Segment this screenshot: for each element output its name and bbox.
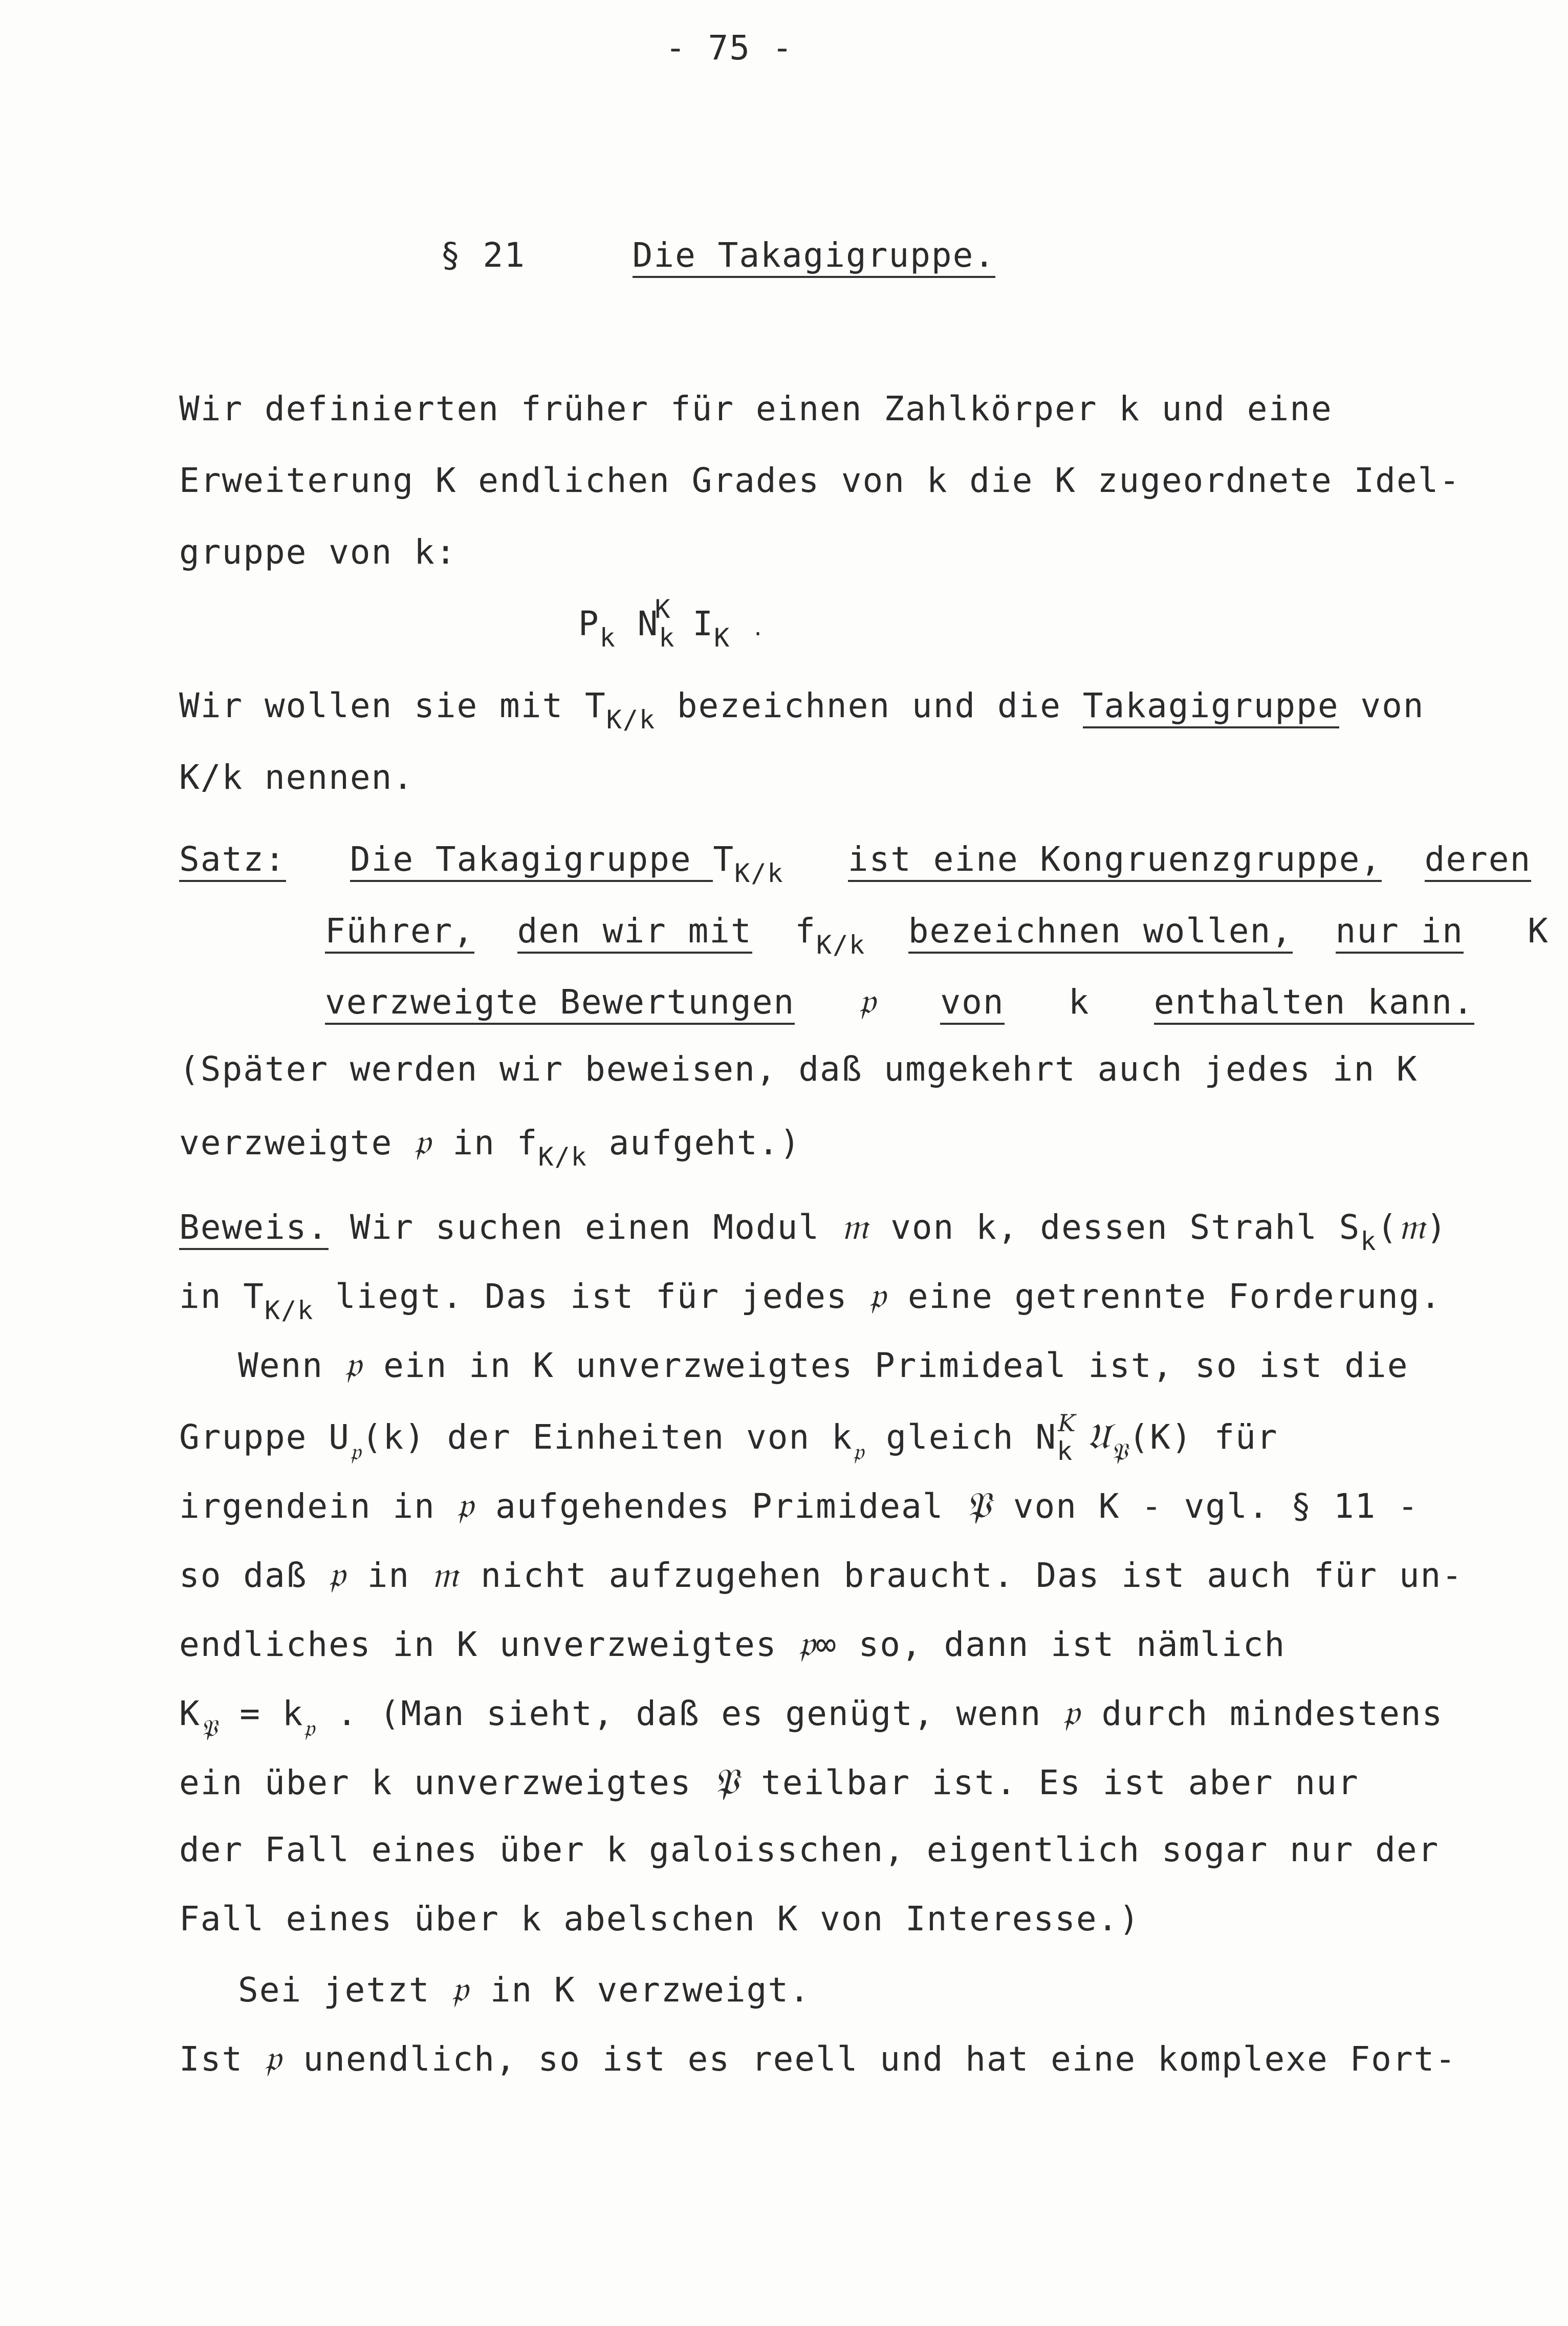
fraktur-p-symbol: 𝔭 (456, 1484, 474, 1526)
fraktur-p-symbol: 𝔭 (264, 2037, 282, 2079)
fraktur-p-subscript: 𝔭 (303, 1714, 316, 1742)
text-run: in (179, 1277, 244, 1316)
fraktur-p-symbol: 𝔭 (869, 1275, 887, 1317)
subscript-Kk: K/k (538, 1142, 587, 1172)
text-run: so daß (179, 1556, 329, 1595)
text-run: in (431, 1123, 517, 1162)
idel-formula (578, 594, 766, 653)
text-run: enthalten kann. (1154, 982, 1474, 1025)
fraktur-p-symbol: 𝔭 (329, 1554, 346, 1596)
fraktur-U-symbol: 𝔘 (1086, 1415, 1111, 1457)
subscript-Kk: K/k (264, 1296, 314, 1325)
text-run: Wir suchen einen Modul (329, 1208, 841, 1247)
text-run: von (940, 982, 1004, 1025)
text-run: von (1339, 686, 1425, 725)
fraktur-P-subscript: 𝔓 (200, 1714, 219, 1742)
section-sign: § 21 (440, 235, 526, 275)
text-run: aufgehendes Primideal (474, 1487, 966, 1526)
symbol-T: T (584, 686, 606, 725)
text-run: ist eine Kongruenzgruppe, (848, 839, 1382, 882)
text-run: in K verzweigt. (469, 1970, 811, 2010)
text-run: . (Man sieht, daß es genügt, wenn (315, 1694, 1063, 1733)
symbol-T: T (243, 1277, 265, 1316)
text-run: nicht aufzugehen braucht. Das ist auch für un- (459, 1556, 1464, 1595)
text-run: Wir wollen sie mit (179, 686, 585, 725)
satz-line-2 (325, 911, 1549, 960)
text-run: endliches in K unverzweigtes (179, 1625, 799, 1664)
body-line-6 (179, 1692, 1444, 1742)
text-run: (k) der Einheiten von k (361, 1417, 853, 1457)
formula-N-sub: k (659, 623, 676, 653)
text-run: durch mindestens (1080, 1694, 1444, 1733)
fraktur-p-subscript: 𝔭 (853, 1438, 865, 1466)
text-run: K (179, 1694, 201, 1733)
intro-line-1: Wir definierten früher für einen Zahlkörper k und eine (179, 389, 1333, 428)
fraktur-p-symbol: 𝔭 (414, 1121, 431, 1163)
subscript-k: k (1057, 1436, 1074, 1466)
text-run: unendlich, so ist es reell und hat eine komplexe Fort- (281, 2039, 1457, 2079)
body-line-10 (238, 1968, 811, 2011)
text-run: verzweigte Bewertungen (325, 982, 795, 1025)
fraktur-p-symbol: 𝔭 (798, 1623, 816, 1665)
text-run: ein in K unverzweigtes Primideal ist, so ist die (362, 1346, 1409, 1385)
body-line-5 (179, 1623, 1286, 1665)
beweis-line-1: Beweis. Wir suchen einen Modul 𝔪 von k, dessen Strahl $S_k(𝔪)$ (179, 1205, 1448, 1256)
text-run: Gruppe U (179, 1417, 350, 1457)
text-run: Ist (179, 2039, 265, 2079)
remark-line-2 (179, 1121, 801, 1172)
formula-I-sub: K (714, 623, 731, 653)
body-line-7 (179, 1761, 1359, 1803)
text-run: in (345, 1556, 431, 1595)
text-run: = k (218, 1694, 304, 1733)
fraktur-P-symbol: 𝔓 (965, 1484, 992, 1526)
formula-P: P (578, 604, 600, 643)
takagigruppe-term: Takagigruppe (1083, 686, 1339, 728)
text-run: Sei jetzt (238, 1970, 452, 2010)
fraktur-m-symbol: 𝔪 (431, 1554, 460, 1596)
text-run: ein über k unverzweigtes (179, 1763, 713, 1802)
beweis-label: Beweis. (179, 1208, 329, 1250)
text-run: verzweigte (179, 1123, 415, 1162)
text-run: von k, dessen Strahl S (869, 1208, 1361, 1247)
fraktur-P-subscript: 𝔓 (1110, 1438, 1129, 1466)
page-number: - 75 - (665, 28, 794, 68)
body-line-2 (179, 1409, 1278, 1466)
satz-line-1 (179, 839, 1532, 888)
intro-line-2: Erweiterung K endlichen Grades von k die K zugeordnete Idel- (179, 461, 1461, 500)
fraktur-p-symbol: 𝔭 (451, 1968, 469, 2010)
subscript-Kk: K/k (606, 705, 656, 735)
fraktur-p-symbol: 𝔭 (344, 1344, 362, 1386)
text-run: aufgeht.) (587, 1123, 801, 1162)
formula-dot: . (751, 617, 766, 640)
formula-N: N (637, 604, 659, 643)
body-line-1 (238, 1344, 1408, 1386)
text-run: irgendein in (179, 1487, 457, 1526)
text-run: k (1068, 982, 1090, 1022)
fraktur-m-symbol: 𝔪 (841, 1205, 869, 1247)
text-run: Wenn (238, 1346, 345, 1385)
text-run: teilbar ist. Es ist aber nur (739, 1763, 1359, 1802)
symbol-f: f (795, 911, 816, 951)
intro-line-3: gruppe von k: (179, 532, 457, 572)
satz-line-3 (325, 980, 1474, 1023)
text-run: Die Takagigruppe (350, 839, 713, 882)
intro-line-4 (179, 686, 1425, 735)
body-line-9: Fall eines über k abelschen K von Interesse.) (179, 1899, 1141, 1939)
superscript-K: K (1058, 1409, 1077, 1437)
symbol-T: T (713, 839, 735, 879)
subscript-k: k (1360, 1226, 1377, 1256)
body-line-11 (179, 2037, 1456, 2080)
subscript-Kk: K/k (816, 930, 866, 960)
text-run: nur in (1336, 911, 1464, 954)
text-run: liegt. Das ist für jedes (314, 1277, 869, 1316)
text-run: deren (1425, 839, 1532, 882)
text-run: bezeichnen und die (656, 686, 1083, 725)
text-run: von K - vgl. § 11 - (992, 1487, 1419, 1526)
body-line-4 (179, 1554, 1463, 1596)
section-title: Die Takagigruppe. (633, 235, 996, 278)
fraktur-p-symbol: 𝔭 (859, 980, 877, 1022)
symbol-f: f (516, 1123, 538, 1162)
fraktur-p-symbol: 𝔭 (1063, 1692, 1080, 1734)
text-run: so, dann ist nämlich (837, 1625, 1286, 1664)
section-heading (440, 235, 995, 275)
infinity-symbol: ∞ (816, 1625, 837, 1664)
formula-N-sup: K (655, 594, 671, 624)
text-run: gleich N (864, 1417, 1057, 1457)
body-line-8: der Fall eines über k galoisschen, eigentlich sogar nur der (179, 1830, 1440, 1869)
body-line-3 (179, 1484, 1419, 1527)
fraktur-p-subscript: 𝔭 (350, 1438, 362, 1466)
text-run: (K) für (1128, 1417, 1278, 1457)
fraktur-P-symbol: 𝔓 (713, 1761, 740, 1803)
subscript-Kk: K/k (734, 858, 784, 888)
text-run: Führer, (325, 911, 474, 954)
formula-sub-k: k (599, 623, 616, 653)
remark-line-1: (Später werden wir beweisen, daß umgekehrt auch jedes in K (179, 1049, 1418, 1089)
intro-line-5: K/k nennen. (179, 758, 415, 797)
text-run: K (1528, 911, 1549, 951)
satz-label: Satz: (179, 839, 286, 882)
text-run: den wir mit (517, 911, 752, 954)
beweis-line-2 (179, 1275, 1442, 1325)
text-run: bezeichnen wollen, (908, 911, 1293, 954)
fraktur-m-symbol: 𝔪 (1398, 1205, 1426, 1247)
formula-I: I (692, 604, 714, 643)
text-run: eine getrennte Forderung. (886, 1277, 1442, 1316)
